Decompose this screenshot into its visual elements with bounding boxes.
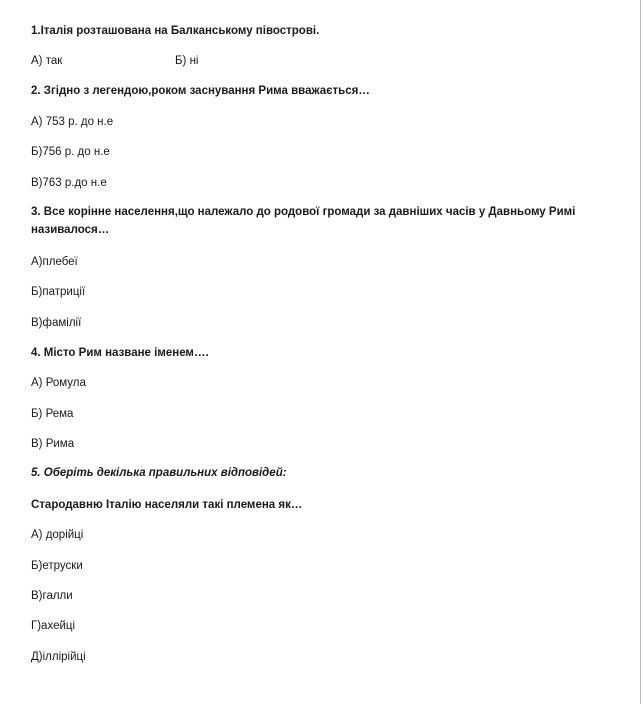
question-3: 3. Все корінне населення,що належало до родової громади за давніших часів у Давньому Римі називалося… xyxy=(31,206,576,236)
q5-option-d: Г)ахейці xyxy=(31,620,76,632)
q1-option-a: А) так xyxy=(31,55,63,67)
q3-option-b: Б)патриції xyxy=(31,286,86,298)
q3-option-c: В)фамілії xyxy=(31,317,82,329)
q1-option-b: Б) ні xyxy=(175,55,199,67)
question-1: 1.Італія розташована на Балканському півострові. xyxy=(31,25,320,37)
question-5-instruction: 5. Оберіть декілька правильних відповідей: xyxy=(31,467,287,479)
q5-option-b: Б)етруски xyxy=(31,560,83,572)
q5-option-a: А) дорійці xyxy=(31,529,84,541)
q3-option-a: А)плебеї xyxy=(31,256,78,268)
page-edge-line xyxy=(640,0,641,704)
q2-option-a: А) 753 р. до н.е xyxy=(31,116,114,128)
question-4: 4. Місто Рим назване іменем…. xyxy=(31,347,209,359)
q4-option-c: В) Рима xyxy=(31,438,75,450)
q4-option-a: А) Ромула xyxy=(31,377,86,389)
q2-option-b: Б)756 р. до н.е xyxy=(31,146,110,158)
q5-option-e: Д)іллірійці xyxy=(31,651,86,663)
question-5: Стародавню Італію населяли такі племена як… xyxy=(31,499,303,511)
q5-option-c: В)галли xyxy=(31,590,73,602)
question-2: 2. Згідно з легендою,роком заснування Рима вважається… xyxy=(31,85,370,97)
q4-option-b: Б) Рема xyxy=(31,408,74,420)
q2-option-c: В)763 р.до н.е xyxy=(31,177,107,189)
